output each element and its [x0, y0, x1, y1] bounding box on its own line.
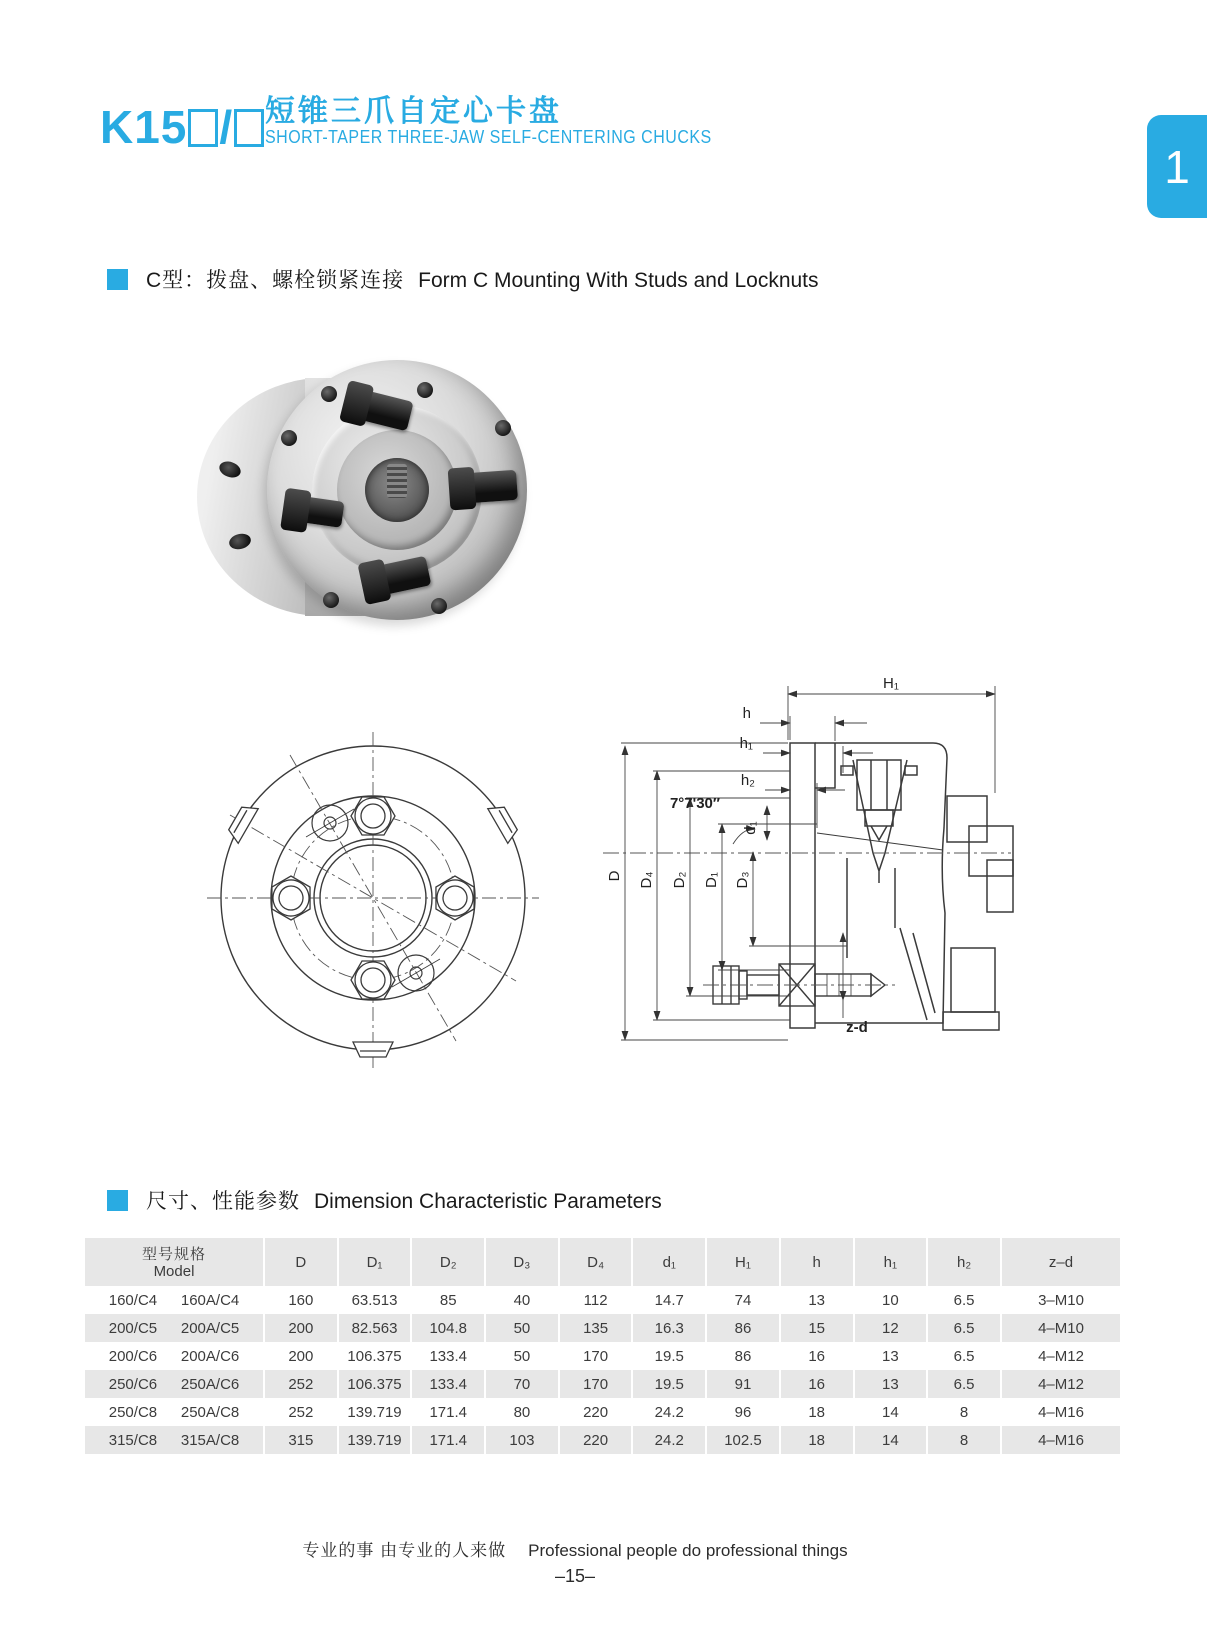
- chapter-tab-number: 1: [1164, 140, 1190, 193]
- chuck-screw: [321, 386, 337, 402]
- page-title-cn: 短锥三爪自定心卡盘: [265, 95, 562, 128]
- value-cell: 14: [854, 1398, 928, 1426]
- value-cell: 19.5: [632, 1342, 706, 1370]
- value-cell: 135: [559, 1314, 633, 1342]
- value-cell: 6.5: [927, 1370, 1001, 1398]
- value-cell: 104.8: [411, 1314, 485, 1342]
- table-row: [85, 1342, 1121, 1370]
- chuck-screw: [323, 592, 339, 608]
- table-row: [85, 1398, 1121, 1426]
- model-prefix: K15: [100, 101, 188, 153]
- column-header: D₄: [559, 1238, 633, 1286]
- value-cell: 220: [559, 1398, 633, 1426]
- column-header: H₁: [706, 1238, 780, 1286]
- value-cell: 50: [485, 1314, 559, 1342]
- slogan-cn: 专业的事 由专业的人来做: [302, 1541, 507, 1560]
- value-cell: 6.5: [927, 1342, 1001, 1370]
- model-a: 160/C4: [108, 1291, 158, 1309]
- front-view-drawing: [205, 730, 541, 1070]
- section-c-heading-cn: C型：拨盘、螺栓锁紧连接: [146, 269, 405, 292]
- value-cell: 13: [854, 1370, 928, 1398]
- value-cell: 13: [854, 1342, 928, 1370]
- value-cell: 200: [264, 1342, 338, 1370]
- chuck-stud: [452, 470, 518, 504]
- section-dim-heading-cn: 尺寸、性能参数: [146, 1190, 300, 1213]
- chuck-screw: [417, 382, 433, 398]
- page-number: –15–: [554, 1566, 596, 1586]
- value-cell: 8: [927, 1426, 1001, 1454]
- value-cell: 160: [264, 1286, 338, 1314]
- model-a: 200/C6: [108, 1347, 158, 1365]
- value-cell: 13: [780, 1286, 854, 1314]
- value-cell: 14.7: [632, 1286, 706, 1314]
- column-header: h₁: [854, 1238, 928, 1286]
- dim-label-D: D: [606, 870, 623, 882]
- value-cell: 170: [559, 1342, 633, 1370]
- model-b: 250A/C8: [180, 1403, 240, 1421]
- dim-label-h: h: [742, 705, 751, 722]
- value-cell: 86: [706, 1342, 780, 1370]
- value-cell: 10: [854, 1286, 928, 1314]
- value-cell: 4–M16: [1001, 1398, 1121, 1426]
- model-b: 315A/C8: [180, 1431, 240, 1449]
- value-cell: 200: [264, 1314, 338, 1342]
- value-cell: 96: [706, 1398, 780, 1426]
- value-cell: 16: [780, 1342, 854, 1370]
- value-cell: 4–M16: [1001, 1426, 1121, 1454]
- model-a: 315/C8: [108, 1431, 158, 1449]
- value-cell: 102.5: [706, 1426, 780, 1454]
- slogan-en: Professional people do professional things: [528, 1541, 848, 1560]
- value-cell: 16: [780, 1370, 854, 1398]
- locknut-symbol: [262, 797, 483, 999]
- section-heading-form-c: [107, 264, 819, 294]
- value-cell: 16.3: [632, 1314, 706, 1342]
- chuck-product-photo: [195, 346, 527, 626]
- dim-label-h1: h₁: [739, 735, 753, 752]
- value-cell: 103: [485, 1426, 559, 1454]
- dim-label-h2: h₂: [740, 772, 755, 789]
- cross-section-drawing: [595, 628, 1015, 1048]
- model-cell: [85, 1286, 264, 1314]
- model-cell: [85, 1342, 264, 1370]
- blue-square-bullet-icon: [107, 1190, 128, 1211]
- model-cell: [85, 1314, 264, 1342]
- value-cell: 133.4: [411, 1342, 485, 1370]
- model-b: 200A/C5: [180, 1319, 240, 1337]
- value-cell: 170: [559, 1370, 633, 1398]
- model-column-header: 型号规格 Model: [85, 1238, 264, 1286]
- model-placeholder-box: [234, 109, 264, 147]
- value-cell: 85: [411, 1286, 485, 1314]
- value-cell: 19.5: [632, 1370, 706, 1398]
- value-cell: 106.375: [338, 1370, 412, 1398]
- chuck-screw: [281, 430, 297, 446]
- value-cell: 133.4: [411, 1370, 485, 1398]
- dimension-table-body: [85, 1286, 1121, 1454]
- value-cell: 171.4: [411, 1426, 485, 1454]
- value-cell: 15: [780, 1314, 854, 1342]
- dim-label-D4: D₄: [638, 871, 655, 889]
- value-cell: 50: [485, 1342, 559, 1370]
- model-b: 160A/C4: [180, 1291, 240, 1309]
- column-header: D₂: [411, 1238, 485, 1286]
- table-row: [85, 1286, 1121, 1314]
- value-cell: 70: [485, 1370, 559, 1398]
- model-cell: [85, 1370, 264, 1398]
- table-header-row: [85, 1238, 1121, 1286]
- value-cell: 6.5: [927, 1286, 1001, 1314]
- dim-label-D3: D₃: [734, 871, 751, 889]
- table-row: [85, 1314, 1121, 1342]
- value-cell: 3–M10: [1001, 1286, 1121, 1314]
- model-a: 250/C6: [108, 1375, 158, 1393]
- chuck-screw: [431, 598, 447, 614]
- value-cell: 4–M12: [1001, 1342, 1121, 1370]
- value-cell: 252: [264, 1370, 338, 1398]
- chapter-tab[interactable]: [1147, 115, 1207, 218]
- model-code: [100, 100, 265, 154]
- blue-square-bullet-icon: [107, 269, 128, 290]
- value-cell: 6.5: [927, 1314, 1001, 1342]
- value-cell: 252: [264, 1398, 338, 1426]
- value-cell: 40: [485, 1286, 559, 1314]
- value-cell: 80: [485, 1398, 559, 1426]
- chuck-screw: [495, 420, 511, 436]
- page-title-en: SHORT-TAPER THREE-JAW SELF-CENTERING CHUCKS: [265, 128, 712, 148]
- value-cell: 4–M12: [1001, 1370, 1121, 1398]
- table-row: [85, 1370, 1121, 1398]
- model-a: 250/C8: [108, 1403, 158, 1421]
- model-slash: /: [219, 101, 234, 153]
- value-cell: 12: [854, 1314, 928, 1342]
- table-row: [85, 1426, 1121, 1454]
- section-dim-heading-en: Dimension Characteristic Parameters: [314, 1190, 662, 1213]
- model-placeholder-box: [188, 109, 218, 147]
- value-cell: 112: [559, 1286, 633, 1314]
- value-cell: 86: [706, 1314, 780, 1342]
- value-cell: 220: [559, 1426, 633, 1454]
- column-header: h₂: [927, 1238, 1001, 1286]
- footer-slogan: [0, 1536, 1150, 1561]
- value-cell: 4–M10: [1001, 1314, 1121, 1342]
- model-a: 200/C5: [108, 1319, 158, 1337]
- model-b: 200A/C6: [180, 1347, 240, 1365]
- dim-label-D1: D₁: [703, 872, 720, 888]
- section-c-heading-en: Form C Mounting With Studs and Locknuts: [418, 269, 819, 292]
- value-cell: 74: [706, 1286, 780, 1314]
- model-b: 250A/C6: [180, 1375, 240, 1393]
- dim-label-angle: 7°7'30″: [669, 795, 721, 812]
- value-cell: 8: [927, 1398, 1001, 1426]
- dim-label-d1: d₁: [742, 821, 759, 835]
- column-header: D₃: [485, 1238, 559, 1286]
- value-cell: 139.719: [338, 1426, 412, 1454]
- value-cell: 91: [706, 1370, 780, 1398]
- value-cell: 139.719: [338, 1398, 412, 1426]
- value-cell: 14: [854, 1426, 928, 1454]
- dimension-table: [85, 1238, 1122, 1454]
- column-header: h: [780, 1238, 854, 1286]
- column-header: z–d: [1001, 1238, 1121, 1286]
- value-cell: 18: [780, 1426, 854, 1454]
- value-cell: 24.2: [632, 1426, 706, 1454]
- model-cell: [85, 1426, 264, 1454]
- chuck-center-stud: [387, 464, 407, 498]
- value-cell: 171.4: [411, 1398, 485, 1426]
- value-cell: 63.513: [338, 1286, 412, 1314]
- model-cell: [85, 1398, 264, 1426]
- dim-label-H1: H₁: [883, 675, 899, 692]
- column-header: D: [264, 1238, 338, 1286]
- value-cell: 18: [780, 1398, 854, 1426]
- value-cell: 106.375: [338, 1342, 412, 1370]
- dim-label-D2: D₂: [671, 871, 688, 889]
- value-cell: 24.2: [632, 1398, 706, 1426]
- column-header: d₁: [632, 1238, 706, 1286]
- value-cell: 315: [264, 1426, 338, 1454]
- column-header: D₁: [338, 1238, 412, 1286]
- section-heading-dimensions: [107, 1185, 662, 1215]
- value-cell: 82.563: [338, 1314, 412, 1342]
- dim-label-zd: z-d: [846, 1019, 868, 1036]
